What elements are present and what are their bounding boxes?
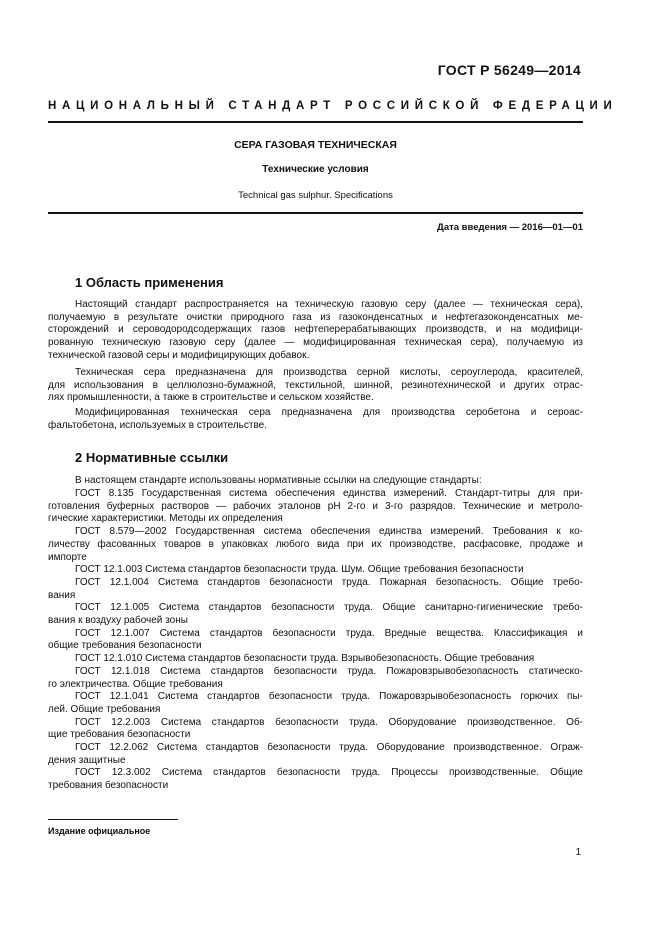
section-2-heading: 2 Нормативные ссылки (75, 450, 229, 465)
text-line: ГОСТ 12.1.041 Система стандартов безопасности труда. Пожаровзрывобезопасность горючих пы- (75, 691, 583, 703)
section-1-paragraph-2 (48, 367, 583, 405)
text-line: ГОСТ 8.135 Государственная система обеспечения единства измерений. Стандарт-титры для при- (75, 488, 583, 499)
normative-reference (48, 628, 583, 653)
text-line: вания (48, 589, 76, 601)
text-line: щие требования безопасности (48, 729, 191, 741)
normative-reference (48, 577, 583, 602)
text-line: рованную техническую газовую серу (далее — модифицированная техническая сера), получаемую из (48, 337, 583, 349)
text-line: фальтобетона, используемых в строительстве. (48, 419, 267, 431)
text-line: личеству фасованных товаров в упаковках любого вида при их производстве, расфасовке, продаже и (48, 538, 583, 550)
text-line: получаемую в результате очистки природного газа из газоконденсатных и нефтегазоконденсатных ме- (48, 311, 583, 323)
text-line: вания к воздуху рабочей зоны (48, 615, 188, 626)
gost-number: ГОСТ Р 56249—2014 (437, 62, 581, 78)
normative-reference (48, 526, 583, 564)
section-1-paragraph-3 (48, 407, 583, 432)
text-line: Настоящий стандарт распространяется на техническую газовую серу (далее — техническая сера), (75, 299, 583, 310)
normative-reference (48, 653, 583, 666)
text-line: импорте (48, 551, 87, 563)
text-line: ГОСТ 12.2.062 Система стандартов безопасности труда. Оборудование производственное. Ограж- (75, 742, 583, 753)
normative-reference (48, 488, 583, 526)
footer-rule (48, 819, 178, 820)
text-line: дения защитные (48, 754, 126, 766)
text-line: ГОСТ 12.1.004 Система стандартов безопасности труда. Пожарная безопасность. Общие требо- (75, 576, 583, 588)
text-line: ГОСТ 8.579—2002 Государственная система обеспечения единства измерений. Требования к ко- (75, 526, 583, 538)
normative-reference (48, 717, 583, 742)
official-edition-label: Издание официальное (48, 826, 151, 836)
english-title: Technical gas sulphur. Specifications (238, 190, 393, 201)
normative-reference (48, 666, 583, 691)
text-line: для использования в целлюлозно-бумажной, текстильной, шинной, резинотехнической и других отрас- (48, 379, 583, 391)
text-line: лях промышленности, а также в строительстве и сельском хозяйстве. (48, 392, 374, 404)
header-rule-bottom (48, 212, 583, 214)
text-line: ГОСТ 12.1.018 Система стандартов безопасности труда. Пожаровзрывобезопасность статическо- (75, 665, 583, 677)
text-line: ГОСТ 12.1.005 Система стандартов безопасности труда. Общие санитарно-гигиенические требо- (75, 602, 583, 614)
normative-reference (48, 742, 583, 767)
text-line: ГОСТ 12.1.010 Система стандартов безопасности труда. Взрывобезопасность. Общие требования (75, 653, 535, 665)
header-rule-top (48, 121, 583, 123)
page-number: 1 (575, 847, 581, 858)
section-2-intro (48, 475, 583, 488)
text-line: требования безопасности (48, 780, 169, 792)
introduction-date: Дата введения — 2016—01—01 (437, 222, 583, 233)
text-line: Модифицированная техническая сера предназначена для производства серобетона и сероас- (75, 407, 583, 418)
text-line: лей. Общие требования (48, 703, 161, 715)
section-1-paragraph-1 (48, 299, 583, 363)
text-line: общие требования безопасности (48, 640, 202, 652)
document-subtitle: Технические условия (262, 164, 369, 175)
normative-reference (48, 691, 583, 716)
normative-reference (48, 602, 583, 627)
normative-reference (48, 564, 583, 577)
text-line: гические характеристики. Методы их определения (48, 513, 283, 525)
text-line: ГОСТ 12.3.002 Система стандартов безопасности труда. Процессы производственные. Общие (75, 767, 583, 779)
text-line: ГОСТ 12.1.007 Система стандартов безопасности труда. Вредные вещества. Классификация и (75, 627, 583, 639)
text-line: готовления буферных растворов — рабочих эталонов рН 2-го и 3-го разрядов. Технические и метроло- (48, 500, 583, 512)
document-title: СЕРА ГАЗОВАЯ ТЕХНИЧЕСКАЯ (234, 139, 397, 151)
normative-reference (48, 767, 583, 792)
text-line: ГОСТ 12.1.003 Система стандартов безопасности труда. Шум. Общие требования безопасности (75, 564, 524, 576)
text-line: Техническая сера предназначена для производства серной кислоты, сероуглерода, красителей, (75, 367, 583, 378)
text-line: технической газовой серы и модифицирующих добавок. (48, 349, 310, 361)
text-line: сторождений и сероводородсодержащих газов нефтеперерабатывающих производств, и на модифици- (48, 324, 583, 336)
section-1-heading: 1 Область применения (75, 275, 224, 290)
text-line: ГОСТ 12.2.003 Система стандартов безопасности труда. Оборудование производственное. Об- (75, 716, 583, 728)
text-line: го электричества. Общие требования (48, 678, 223, 690)
national-standard-line: НАЦИОНАЛЬНЫЙ СТАНДАРТ РОССИЙСКОЙ ФЕДЕРАЦИИ (48, 100, 618, 112)
text-line: В настоящем стандарте использованы нормативные ссылки на следующие стандарты: (75, 475, 482, 486)
